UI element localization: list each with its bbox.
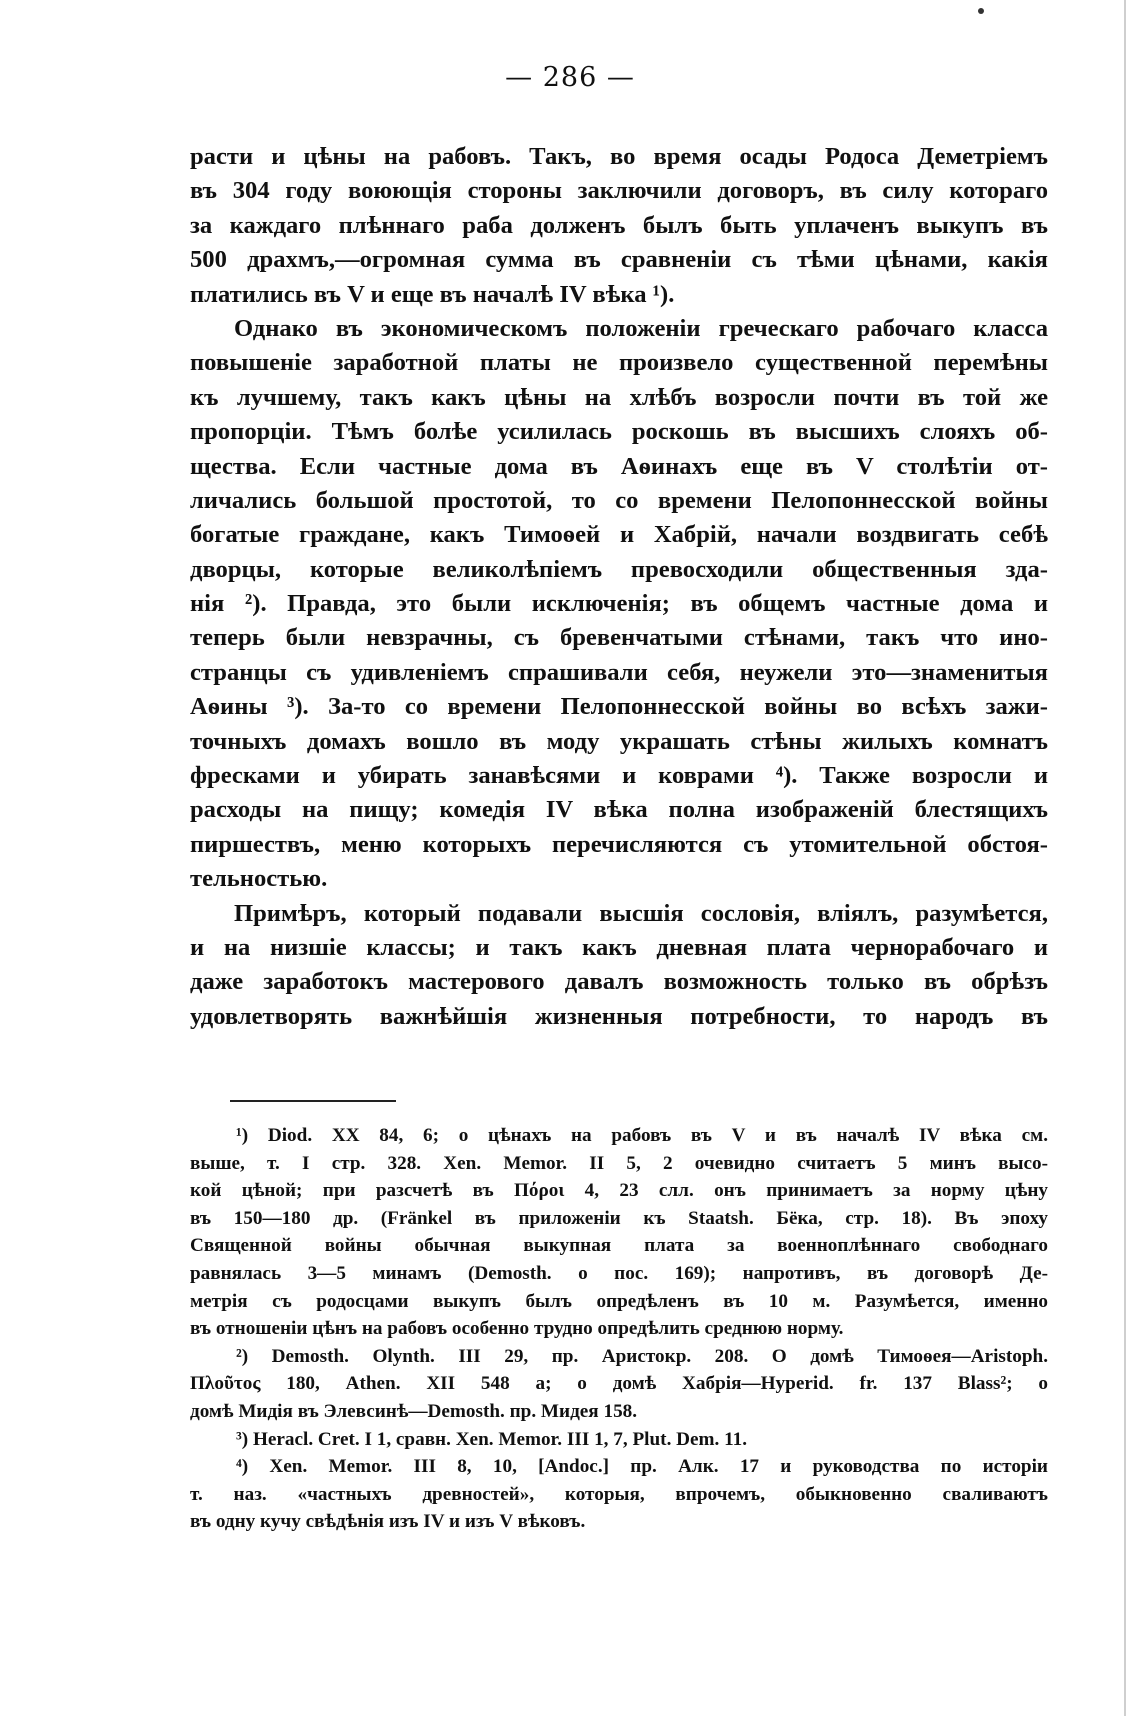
page-number: — 286 — bbox=[505, 62, 635, 93]
footnotes bbox=[190, 1122, 1048, 1536]
body-line: и на низшіе классы; и такъ какъ дневная плата чернорабочаго и bbox=[190, 933, 1048, 961]
body-line: нія ²). Правда, это были исключенія; въ общемъ частные дома и bbox=[190, 590, 1048, 618]
footnote-line: ¹) Diod. XX 84, 6; о цѣнахъ на рабовъ въ V и въ началѣ IV вѣка см. bbox=[236, 1125, 1048, 1146]
page-edge-line bbox=[1124, 0, 1126, 1716]
body-line: въ 304 году воюющія стороны заключили договоръ, въ силу котораго bbox=[190, 177, 1048, 205]
footnote-line: т. наз. «частныхъ древностей», которыя, впрочемъ, обыкновенно сваливаютъ bbox=[190, 1483, 1048, 1505]
body-line: удовлетворять важнѣйшія жизненныя потребности, то народъ въ bbox=[190, 1002, 1048, 1030]
footnote-line: домѣ Мидія въ Элевсинѣ—Demosth. пр. Мидея 158. bbox=[190, 1400, 638, 1422]
body-line: расти и цѣны на рабовъ. Такъ, во время осады Родоса Деметріемъ bbox=[190, 143, 1048, 170]
ink-speck bbox=[978, 8, 984, 14]
footnote-line: равнялась 3—5 минамъ (Demosth. о пос. 169); напротивъ, въ договорѣ Де- bbox=[190, 1262, 1048, 1284]
body-line: теперь были невзрачны, съ бревенчатыми стѣнами, такъ что ино- bbox=[190, 624, 1048, 652]
footnote-line: ³) Heracl. Cret. I 1, сравн. Xen. Memor. III 1, 7, Plut. Dem. 11. bbox=[236, 1428, 748, 1450]
body-line: Примѣръ, который подавали высшія сословія, вліялъ, разумѣется, bbox=[234, 899, 1048, 927]
body-line: фресками и убирать занавѣсями и коврами ⁴). Также возросли и bbox=[190, 762, 1048, 790]
footnote-line: кой цѣной; при разсчетѣ въ Πόροι 4, 23 слл. онъ принимаетъ за норму цѣну bbox=[190, 1180, 1048, 1202]
footnote-line: въ 150—180 др. (Fränkel въ приложеніи къ Staatsh. Бёка, стр. 18). Въ эпоху bbox=[190, 1207, 1048, 1229]
body-line: богатые граждане, какъ Тимоѳей и Хабрій, начали воздвигать себѣ bbox=[190, 521, 1048, 549]
footnote-line: Священной войны обычная выкупная плата за военноплѣннаго свободнаго bbox=[190, 1235, 1048, 1257]
footnote-line: метрія съ родосцами выкупъ былъ опредѣленъ въ 10 м. Разумѣется, именно bbox=[190, 1290, 1048, 1312]
body-line: дворцы, которые великолѣпіемъ превосходили общественныя зда- bbox=[190, 555, 1048, 583]
body-line: платились въ V и еще въ началѣ IV вѣка ¹). bbox=[190, 280, 675, 308]
body-line: пиршествъ, меню которыхъ перечисляются съ утомительной обстоя- bbox=[190, 830, 1048, 858]
body-line: даже заработокъ мастерового давалъ возможность только въ обрѣзъ bbox=[190, 968, 1048, 996]
body-line: къ лучшему, такъ какъ цѣны на хлѣбъ возросли почти въ той же bbox=[190, 383, 1048, 411]
footnote-line: въ одну кучу свѣдѣнія изъ IV и изъ V вѣковъ. bbox=[190, 1511, 586, 1533]
body-line: за каждаго плѣннаго раба долженъ былъ быть уплаченъ выкупъ въ bbox=[190, 211, 1048, 239]
footnote-line: выше, т. I стр. 328. Xen. Memor. II 5, 2 очевидно считаетъ 5 минъ высо- bbox=[190, 1152, 1048, 1174]
footnote-line: ⁴) Xen. Memor. III 8, 10, [Andoc.] пр. Алк. 17 и руководства по исторіи bbox=[236, 1456, 1048, 1478]
body-line: точныхъ домахъ вошло въ моду украшать стѣны жилыхъ комнатъ bbox=[190, 727, 1048, 755]
body-line: тельностью. bbox=[190, 865, 328, 893]
footnote-line: въ отношеніи цѣнъ на рабовъ особенно трудно опредѣлить среднюю норму. bbox=[190, 1318, 844, 1340]
footnote-separator bbox=[230, 1100, 396, 1102]
body-line: щества. Если частные дома въ Аѳинахъ еще въ V столѣтіи от- bbox=[190, 452, 1048, 480]
body-line: странцы съ удивленіемъ спрашивали себя, неужели это—знаменитыя bbox=[190, 658, 1048, 686]
body-line: личались большой простотой, то со времени Пелопоннесской войны bbox=[190, 486, 1048, 514]
body-line: Аѳины ³). За-то со времени Пелопоннесской войны во всѣхъ зажи- bbox=[190, 693, 1048, 721]
body-line: пропорціи. Тѣмъ болѣе усилилась роскошь въ высшихъ слояхъ об- bbox=[190, 418, 1048, 446]
body-line: повышеніе заработной платы не произвело существенной перемѣны bbox=[190, 349, 1048, 377]
body-line: Однако въ экономическомъ положеніи греческаго рабочаго класса bbox=[234, 314, 1048, 342]
footnote-line: Πλοῦτος 180, Athen. XII 548 a; о домѣ Хабрія—Hyperid. fr. 137 Blass²; о bbox=[190, 1373, 1048, 1395]
body-text bbox=[190, 140, 1048, 1034]
body-line: расходы на пищу; комедія IV вѣка полна изображеній блестящихъ bbox=[190, 796, 1048, 824]
footnote-line: ²) Demosth. Olynth. III 29, пр. Аристокр. 208. О домѣ Тимоѳея—Aristoph. bbox=[236, 1345, 1048, 1367]
body-line: 500 драхмъ,—огромная сумма въ сравненіи съ тѣми цѣнами, какія bbox=[190, 246, 1048, 274]
